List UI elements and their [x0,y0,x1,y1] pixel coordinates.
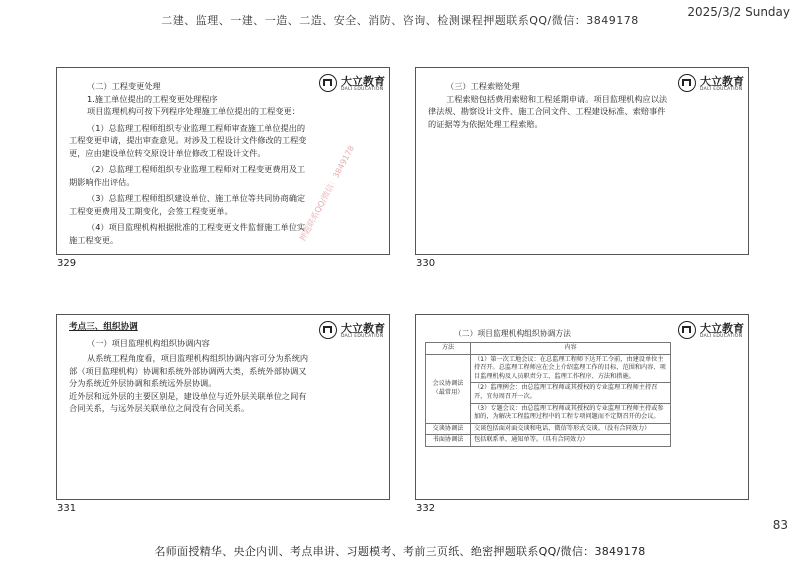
content-cell: （1）第一次工地会议：在总监理工程师下达开工令前，由建设单位主持召开。总监理工程师应在会上介绍监理工作的目标、范围和内容、项目监理机构及人员职责分工、监理工作程序、方法和措施。 [471,354,671,383]
slide-title: （二）项目监理机构组织协调方法 [454,329,571,338]
slide-332 [415,314,749,500]
coordination-methods-table [425,342,671,447]
slide-line: （4）项目监理机构根据批准的工程变更文件监督施工单位实施工程变更。 [69,222,306,245]
header-date: 2025/3/2 Sunday [687,5,790,19]
slide-line: （一）项目监理机构组织协调内容 [87,337,210,348]
slide-329 [56,67,390,255]
logo-sub: DALI EDUCATION [700,334,743,339]
slide-number: 331 [57,503,77,514]
slide-line: （2）总监理工程师组织专业监理工程师对工程变更费用及工期影响作出评估。 [69,164,306,187]
content-cell: 包括联系单、通知单等。（具有合同效力） [471,435,671,447]
slide-line: 项目监理机构可按下列程序处理施工单位提出的工程变更： [87,106,300,116]
slide-number: 330 [416,258,436,269]
logo-name: 大立教育 [700,322,744,335]
footer-banner: 名师面授精华、央企内训、考点串讲、习题模考、考前三页纸、绝密押题联系QQ/微信：3849178 [154,545,646,558]
logo-name: 大立教育 [700,75,744,88]
slide-body [69,321,314,415]
slide-body [428,80,668,130]
table-header-cell: 方法 [426,343,471,355]
method-cell: 书面协调法 [426,435,471,447]
watermark: 押题联系QQ/微信：3849178 [297,144,357,243]
slide-title: （三）工程索赔处理 [446,81,520,91]
slide-line: 从系统工程角度看，项目监理机构组织协调内容可分为系统内部（项目监理机构）协调和系统外部协调两大类，系统外部协调又分为系统近外层协调和系统远外层协调。 [69,353,309,388]
logo-name: 大立教育 [341,75,385,88]
slide-title: （二）工程变更处理 [87,81,161,91]
slide-body [69,80,309,246]
dali-logo [319,73,389,97]
slide-line: （1）总监理工程师组织专业监理工程师审查施工单位提出的工程变更申请，提出审查意见。对涉及工程设计文件修改的工程变更，应由建设单位转交原设计单位修改工程设计文件。 [69,122,307,158]
method-cell: 会议协调法（最常用） [426,354,471,423]
logo-name: 大立教育 [341,322,385,335]
slide-line: 近外层和远外层的主要区别是，建设单位与近外层关联单位之间有合同关系，与远外层关联单位之间没有合同关系。 [69,390,307,413]
slide-number: 332 [416,503,436,514]
content-cell: （3）专题会议：由总监理工程师或其授权的专业监理工程师主持或参加的，为解决工程监理过程中的工程专项问题而不定期召开的会议。 [471,403,671,423]
dali-logo-icon [319,74,337,92]
dali-logo-icon [319,321,337,339]
dali-logo-icon [678,321,696,339]
slide-line: 1.施工单位提出的工程变更处理程序 [87,93,218,104]
logo-sub: DALI EDUCATION [341,334,384,339]
table-header-row [426,343,671,355]
dali-logo [319,320,389,344]
logo-sub: DALI EDUCATION [700,87,743,92]
method-cell: 交谈协调法 [426,423,471,435]
content-cell: 交谈包括面对面交谈和电话、微信等形式交谈。（没有合同效力） [471,423,671,435]
table-row [426,435,671,447]
dali-logo [678,320,748,344]
logo-sub: DALI EDUCATION [341,87,384,92]
slide-title: 考点三、组织协调 [69,322,138,332]
content-cell: （2）监理例会：由总监理工程师或其授权的专业监理工程师主持召开，宜每周召开一次。 [471,383,671,403]
slide-line: 工程索赔包括费用索赔和工程延期申请。项目监理机构应以法律法规、勘察设计文件、施工合同文件、工程建设标准、索赔事件的证据等为依据处理工程索赔。 [428,93,668,129]
dali-logo [678,73,748,97]
slide-number: 329 [57,258,77,269]
slide-331 [56,314,390,500]
slide-line: （3）总监理工程师组织建设单位、施工单位等共同协商确定工程变更费用及工期变化，会签工程变更单。 [69,193,306,216]
table-row [426,423,671,435]
slide-330 [415,67,749,255]
table-header-cell: 内容 [471,343,671,355]
dali-logo-icon [678,74,696,92]
header-banner: 二建、监理、一建、一造、二造、安全、消防、咨询、检测课程押题联系QQ/微信：3849178 [161,14,639,27]
table-row [426,354,671,383]
page-number: 83 [772,518,788,532]
